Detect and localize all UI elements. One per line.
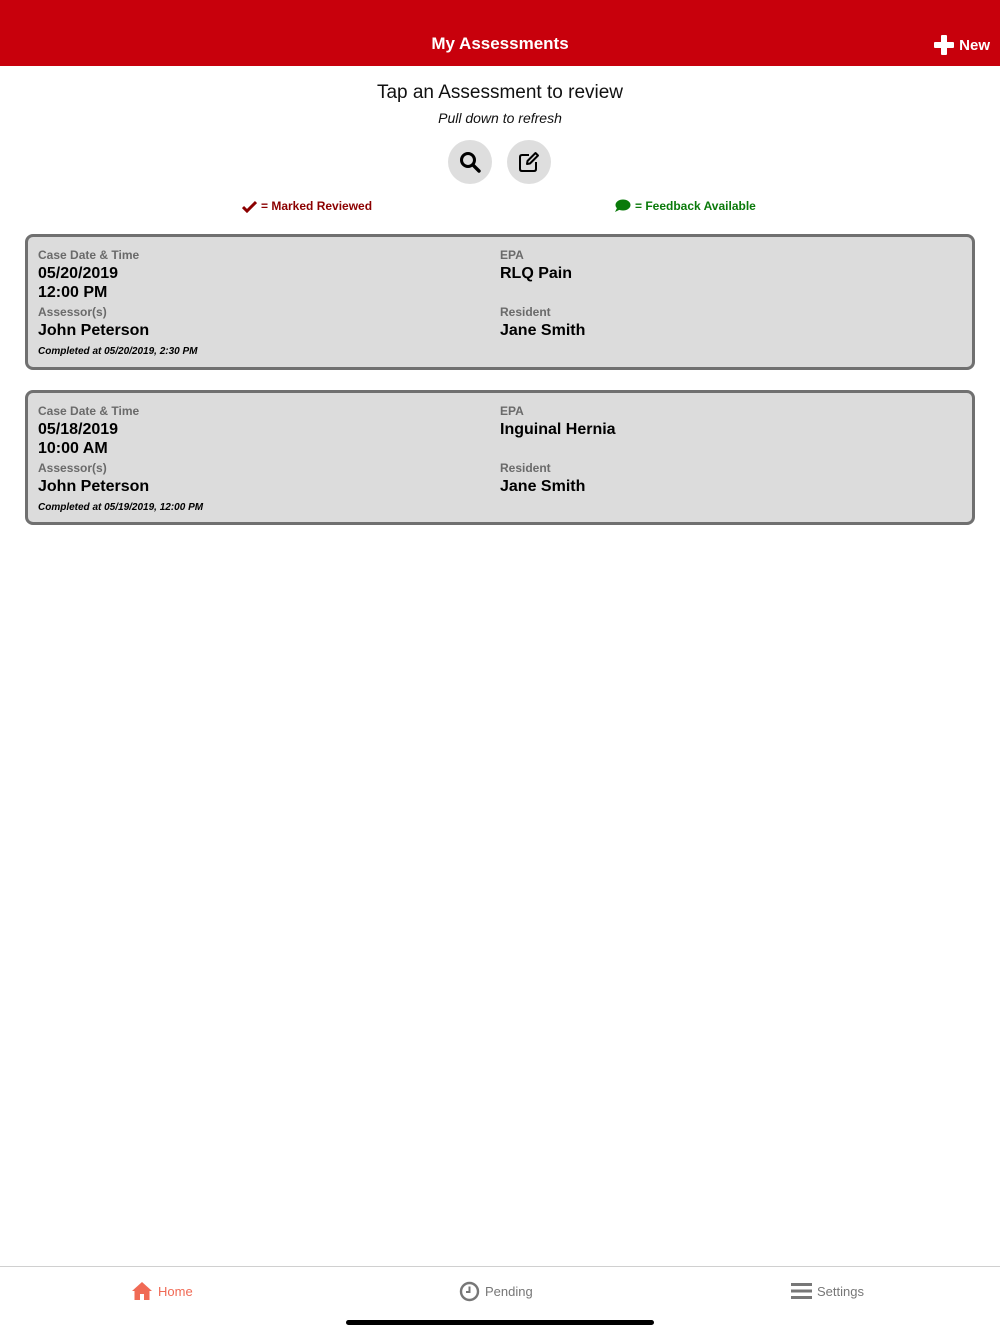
new-assessment-button[interactable] xyxy=(934,34,990,56)
case-date-label: Case Date & Time xyxy=(38,404,140,418)
case-time: 12:00 PM xyxy=(38,284,108,301)
search-icon xyxy=(459,151,481,173)
resident-label: Resident xyxy=(500,461,551,475)
case-date: 05/20/2019 xyxy=(38,265,119,282)
tab-settings-label: Settings xyxy=(817,1283,864,1299)
home-indicator xyxy=(346,1320,654,1325)
completed-at: Completed at 05/19/2019, 12:00 PM xyxy=(38,502,204,513)
assessor-name: John Peterson xyxy=(38,322,150,339)
assessors-label: Assessor(s) xyxy=(38,461,107,475)
home-icon xyxy=(131,1281,153,1301)
new-button-label: New xyxy=(959,36,990,54)
epa-label: EPA xyxy=(500,404,524,418)
speech-bubble-icon xyxy=(614,199,631,213)
resident-name: Jane Smith xyxy=(500,322,586,339)
epa-value: RLQ Pain xyxy=(500,265,573,282)
edit-icon xyxy=(518,151,540,173)
resident-name: Jane Smith xyxy=(500,478,586,495)
legend-reviewed xyxy=(242,199,372,213)
checkmark-icon xyxy=(242,200,257,213)
intro-subtitle: Pull down to refresh xyxy=(438,110,562,126)
assessment-card[interactable] xyxy=(25,234,975,370)
case-date-label: Case Date & Time xyxy=(38,248,140,262)
page-title: My Assessments xyxy=(431,34,569,53)
header-bar xyxy=(0,0,1000,66)
case-time: 10:00 AM xyxy=(38,440,108,457)
completed-at: Completed at 05/20/2019, 2:30 PM xyxy=(38,346,198,357)
tab-home[interactable] xyxy=(131,1279,193,1303)
edit-button[interactable] xyxy=(507,140,551,184)
legend-feedback-label: = Feedback Available xyxy=(635,199,756,213)
menu-icon xyxy=(791,1282,812,1300)
tab-home-label: Home xyxy=(158,1283,193,1299)
legend-reviewed-label: = Marked Reviewed xyxy=(261,199,373,213)
epa-value: Inguinal Hernia xyxy=(500,421,616,438)
search-button[interactable] xyxy=(448,140,492,184)
plus-icon xyxy=(934,35,954,55)
intro-title: Tap an Assessment to review xyxy=(376,82,624,103)
assessor-name: John Peterson xyxy=(38,478,150,495)
assessors-label: Assessor(s) xyxy=(38,305,107,319)
tab-settings[interactable] xyxy=(791,1279,864,1303)
clock-icon xyxy=(459,1281,480,1302)
legend-feedback xyxy=(614,199,756,213)
tab-pending-label: Pending xyxy=(485,1283,533,1299)
resident-label: Resident xyxy=(500,305,551,319)
assessment-card[interactable] xyxy=(25,390,975,525)
epa-label: EPA xyxy=(500,248,524,262)
tab-pending[interactable] xyxy=(459,1279,533,1303)
case-date: 05/18/2019 xyxy=(38,421,119,438)
